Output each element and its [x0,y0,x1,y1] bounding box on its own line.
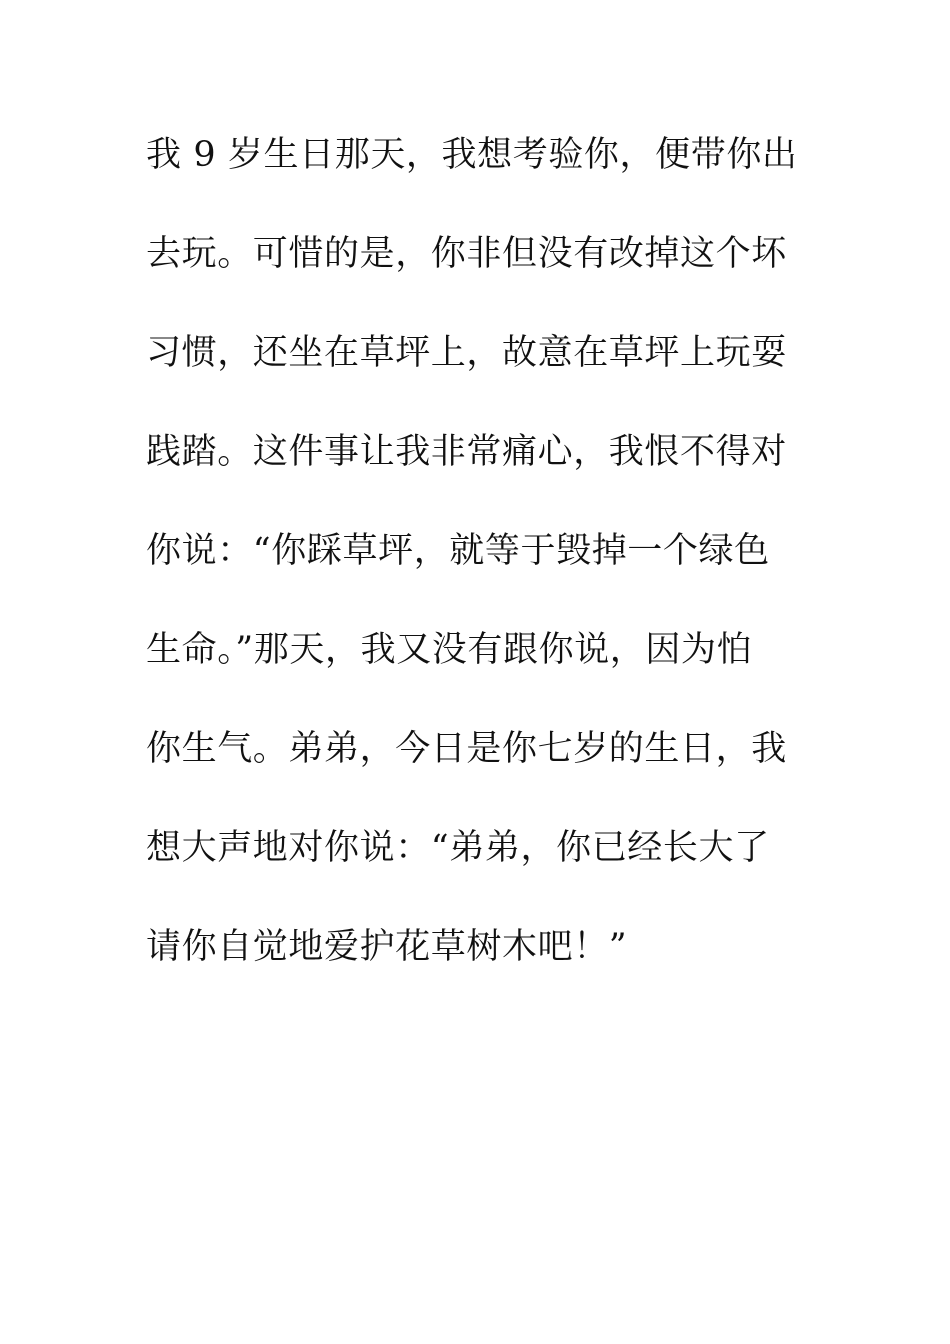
text-line: 去玩。可惜的是，你非但没有改掉这个坏 [146,234,787,274]
text-line: 想大声地对你说：“弟弟，你已经长大了 [146,828,770,868]
text-line: 你说：“你踩草坪，就等于毁掉一个绿色 [146,531,770,571]
text-line: 践踏。这件事让我非常痛心，我恨不得对 [146,432,787,472]
body-paragraph [146,127,816,1018]
text-line: 生命。”那天，我又没有跟你说，因为怕 [146,630,753,670]
text-line: 习惯，还坐在草坪上，故意在草坪上玩耍 [146,333,787,373]
text-line: 我 9 岁生日那天，我想考验你，便带你出 [146,135,798,175]
text-line: 请你自觉地爱护花草树木吧！” [146,927,628,967]
text-line: 你生气。弟弟，今日是你七岁的生日，我 [146,729,787,769]
